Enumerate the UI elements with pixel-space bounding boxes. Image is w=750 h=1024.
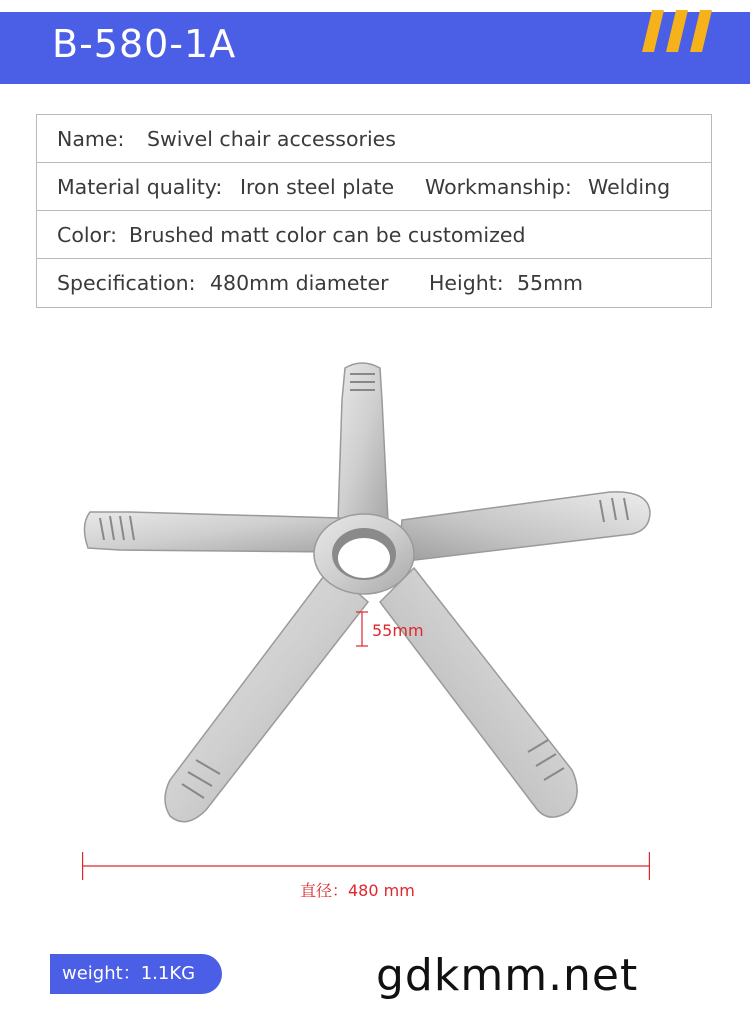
spec-row-color [37,211,711,259]
page-title: B-580-1A [52,22,237,66]
workmanship-value: Welding [588,175,671,199]
site-watermark: gdkmm.net [376,950,639,1001]
spec-table [36,114,712,308]
height-annotation: 55mm [372,621,424,640]
name-label: Name: [57,127,125,151]
diameter-annotation: 直径：480 mm [300,881,415,900]
specification-value: 480mm diameter [210,271,389,295]
spec-row-name [37,115,711,163]
workmanship-label: Workmanship: [425,175,572,199]
specification-label: Specification: [57,271,196,295]
decorative-stripes-icon [640,10,720,54]
spec-row-specification [37,259,711,307]
height-label: Height: [429,271,504,295]
color-value: Brushed matt color can be customized [129,223,526,247]
chair-base-image [0,340,750,860]
spec-row-material [37,163,711,211]
material-label: Material quality: [57,175,223,199]
color-label: Color: [57,223,118,247]
weight-badge: weight：1.1KG [50,954,222,994]
name-value: Swivel chair accessories [147,127,396,151]
material-value: Iron steel plate [240,175,395,199]
header-banner [0,12,750,84]
height-value: 55mm [517,271,584,295]
